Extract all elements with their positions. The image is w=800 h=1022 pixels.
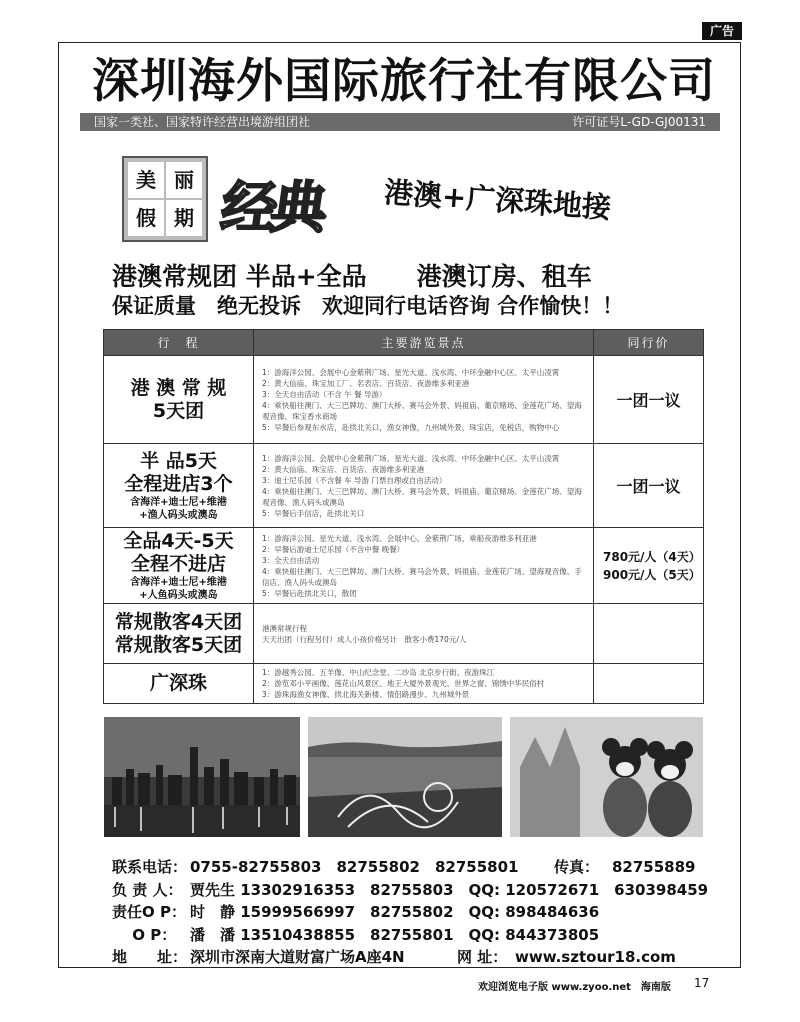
contact-label: 联系电话： — [112, 858, 188, 876]
company-title: 深圳海外国际旅行社有限公司 — [92, 54, 716, 109]
classic-wordmark: 经典 — [216, 175, 327, 241]
sights-cell — [254, 604, 594, 664]
contact-value: 贾先生 13302916353 82755803 QQ: 120572671 630398459 — [190, 880, 709, 899]
itinerary-table — [103, 329, 704, 704]
sights-text: 1：游海洋公园、会展中心金紫荆广场、星光大道、浅水湾、中环金融中心区、太平山凌霄 2：黄大仙庙、珠宝店、百货店、夜游维多利亚港 3：迪士尼乐园（不含餐 车 导游 门票自理或自由活动） 4：乘快船往澳门、大三巴牌坊、澳门大桥、赛马会外景、妈祖庙、葡京赌场、金莲花广场、望海观音像、渔人码头或澳岛 5：早餐后手信店，赴拱北关口 — [262, 453, 582, 518]
slogan: 港澳+广深珠地接 — [382, 175, 613, 225]
table-row — [104, 528, 704, 604]
headline-guarantee: 保证质量 绝无投诉 欢迎同行电话咨询 合作愉快！！ — [112, 294, 624, 318]
price-negotiable: 一团一议 — [616, 391, 681, 410]
sights-cell — [254, 356, 594, 444]
sights-cell — [254, 444, 594, 528]
sights-text: 1：游海洋公园、星光大道、浅水湾、会展中心、金紫荆广场、乘船夜游维多利亚港 2：早餐后游迪士尼乐园（不含中餐 晚餐） 3：全天自由活动 4：乘快船往澳门、大三巴牌坊、澳门大桥、赛马会外景、妈祖庙、金莲花广场、望海观音像、手信店、渔人码头或澳岛 5：早餐后赴拱北关口，散团 — [262, 533, 582, 598]
sights-text: 1：游海洋公园、会展中心金紫荆广场、星光大道、浅水湾、中环金融中心区、太平山凌霄 2：黄大仙庙、珠宝加工厂、名表店、百货店、夜游维多利亚港 3：全天自由活动（不含 午 餐 导游） 4：乘快船往澳门、大三巴牌坊、澳门大桥、赛马会外景、妈祖庙、葡京赌场、金莲花广场、望海观音像、珠宝香水商场 5：早餐后参观东水店，赴拱北关口，渔女神像，九州城外景，珠宝店，免税店，购物中心 — [262, 367, 582, 432]
contact-value: 时 静 15999566997 82755802 QQ: 898484636 — [190, 903, 600, 921]
route-name-line2: 全程进店3个 — [124, 472, 233, 495]
sights-text: 1：游越秀公园、五羊像、中山纪念堂、二沙岛 北京步行街、夜游珠江 2：游览邓小平画像、莲花山风景区、地王大厦外景观光、世界之窗、锦绣中华民俗村 3：游珠海渔女神像、拱北海关新楼、情侣路漫步、九州城外景 — [262, 668, 545, 699]
price-negotiable: 一团一议 — [616, 477, 681, 496]
table-row — [104, 604, 704, 664]
badge-char: 丽 — [166, 162, 202, 198]
price-5day: 900元/人（5天） — [603, 567, 701, 582]
price-cell — [594, 356, 704, 444]
route-cell — [104, 528, 254, 604]
route-includes: 含海洋+迪士尼+维港 +人鱼码头或澳岛 — [130, 576, 227, 601]
contact-extra-value: 82755889 — [612, 858, 696, 876]
route-name: 常规散客4天团 — [114, 610, 243, 633]
contact-value: 深圳市深南大道财富广场A座4N — [190, 948, 405, 966]
price-cell — [594, 664, 704, 704]
col-header-price: 同行价 — [594, 330, 704, 356]
contact-extra-label: 传真： — [554, 858, 600, 876]
beautiful-holiday-badge — [122, 156, 208, 242]
route-name: 半 品5天 — [140, 449, 217, 472]
badge-char: 假 — [128, 200, 164, 236]
badge-char: 美 — [128, 162, 164, 198]
ad-tag: 广告 — [702, 22, 742, 40]
route-name-line2: 常规散客5天团 — [114, 633, 243, 656]
price-cell — [594, 604, 704, 664]
footer-text: 欢迎浏览电子版 www.zyoo.net 海南版 — [478, 982, 671, 993]
badge-char: 期 — [166, 200, 202, 236]
contact-label: 负 责 人： — [112, 880, 183, 899]
hong-kong-skyline-photo — [104, 717, 300, 837]
disneyland-photo — [510, 717, 703, 837]
table-row — [104, 444, 704, 528]
contact-label: O P： — [112, 925, 177, 944]
contact-extra-label: 网 址： — [457, 948, 508, 966]
price-cell — [594, 528, 704, 604]
route-name-line2: 5天团 — [152, 399, 205, 422]
price-4day: 780元/人（4天） — [603, 549, 701, 564]
route-name: 广深珠 — [149, 672, 207, 694]
headline-services: 港澳常规团 半品+全品 港澳订房、租车 — [112, 262, 592, 291]
route-name-line2: 全程不进店 — [130, 552, 226, 575]
route-cell — [104, 356, 254, 444]
col-header-sights: 主要游览景点 — [254, 330, 594, 356]
route-name: 港 澳 常 规 — [130, 376, 227, 399]
sights-cell — [254, 664, 594, 704]
route-includes: 含海洋+迪士尼+维港 +渔人码头或澳岛 — [130, 496, 227, 521]
route-cell — [104, 664, 254, 704]
contact-value: 0755-82755803 82755802 82755801 — [190, 858, 519, 876]
sights-text: 港澳常规行程 天天出团（行程另付）成人小孩价格另计 散客小费170元/人 — [262, 623, 467, 644]
subtitle-left: 国家一类社、国家特许经营出境游组团社 — [94, 115, 311, 129]
subtitle-bar — [80, 113, 720, 131]
contact-label: 责任O P： — [112, 903, 186, 921]
contact-value: 潘 潘 13510438855 82755801 QQ: 844373805 — [190, 925, 600, 944]
contact-label: 地 址： — [112, 948, 188, 966]
col-header-route: 行 程 — [104, 330, 254, 356]
route-cell — [104, 444, 254, 528]
route-name: 全品4天-5天 — [123, 529, 234, 552]
route-cell — [104, 604, 254, 664]
license-number: 许可证号L-GD-GJ00131 — [572, 115, 706, 129]
price-cell — [594, 444, 704, 528]
contact-extra-value: www.sztour18.com — [515, 948, 676, 966]
sights-cell — [254, 528, 594, 604]
table-row — [104, 356, 704, 444]
ocean-park-photo — [308, 717, 502, 837]
page-number: 17 — [694, 976, 710, 990]
table-row — [104, 664, 704, 704]
